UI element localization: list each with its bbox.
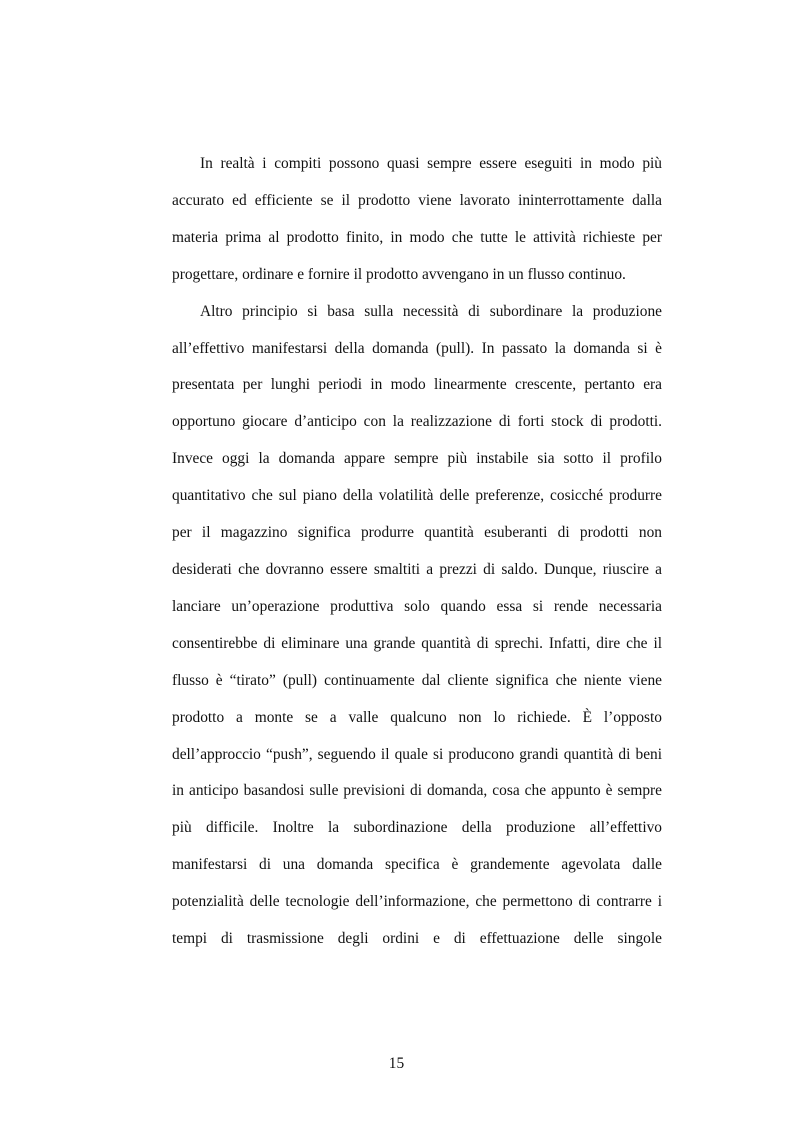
body-text [172,146,662,958]
paragraph-1: In realtà i compiti possono quasi sempre essere eseguiti in modo più accurato ed efficiente se il prodotto viene lavorato ininterrottamente dalla materia prima al prodotto finito, in modo che tutte le attività richieste per progettare, ordinare e fornire il prodotto avvengano in un flusso continuo. [172,155,662,283]
page-number: 15 [388,1055,405,1072]
paragraph-2: Altro principio si basa sulla necessità di subordinare la produzione all’effettivo manifestarsi della domanda (pull). In passato la domanda si è presentata per lunghi periodi in modo linearmente crescente, pertanto era opportuno giocare d’anticipo con la realizzazione di forti stock di prodotti. Invece oggi la domanda appare sempre più instabile sia sotto il profilo quantitativo che sul piano della volatilità delle preferenze, cosicché produrre per il magazzino significa produrre quantità esuberanti di prodotti non desiderati che dovranno essere smaltiti a prezzi di saldo. Dunque, riuscire a lanciare un’operazione produttiva solo quando essa si rende necessaria consentirebbe di eliminare una grande quantità di sprechi. Infatti, dire che il flusso è “tirato” (pull) continuamente dal cliente significa che niente viene prodotto a monte se a valle qualcuno non lo richiede. È l’opposto dell’approccio “push”, seguendo il quale si producono grandi quantità di beni in anticipo basandosi sulle previsioni di domanda, cosa che appunto è sempre più difficile. Inoltre la subordinazione della produzione all’effettivo manifestarsi di una domanda specifica è grandemente agevolata dalle potenzialità delle tecnologie dell’informazione, che permettono di contrarre i tempi di trasmissione degli ordini e di effettuazione delle singole [172,302,662,948]
